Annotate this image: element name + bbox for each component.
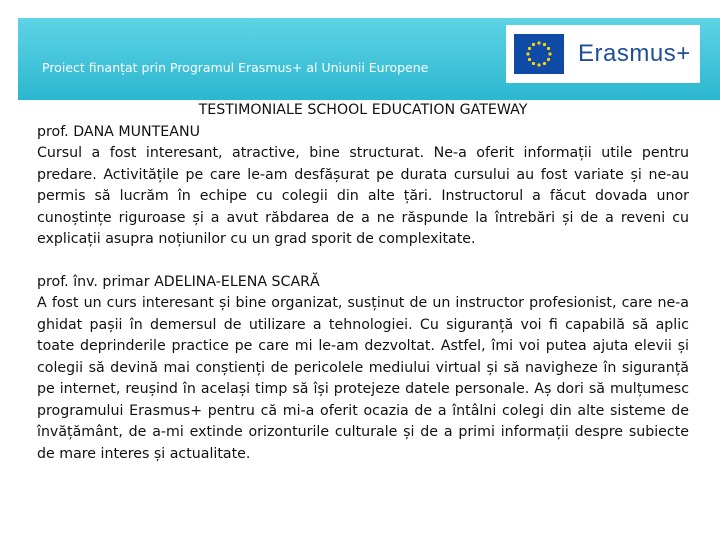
testimonial-author [37, 272, 689, 294]
document-title: TESTIMONIALE SCHOOL EDUCATION GATEWAY [198, 102, 528, 118]
funding-text: Proiect finanțat prin Programul Erasmus+ al Uniunii Europene [42, 60, 429, 75]
eu-flag-icon [514, 34, 564, 74]
testimonial-author: prof. DANA MUNTEANU [37, 123, 200, 140]
document-body [37, 100, 689, 465]
author-name: ADELINA-ELENA SCARĂ [154, 273, 320, 290]
testimonial-text: Cursul a fost interesant, atractive, bine structurat. Ne-a oferit informații utile pentru predare. Activitățile pe care le-am desfășurat pe durata cursului au fost variate și ne-au permis să lucrăm în echipe cu colegii din alte țări. Instructorul a făcut dovada unor cunoștințe riguroase și a avut răbdarea de a ne răspunde la întrebări și de a reveni cu explicații asupra noțiunilor cu un grad sporit de complexitate. [37, 145, 689, 247]
author-prefix: prof. înv. primar [37, 273, 155, 290]
testimonial-text: A fost un curs interesant și bine organizat, susținut de un instructor profesionist, care ne-a ghidat pașii în demersul de utilizare a tehnologiei. Cu siguranță voi fi capabilă să aplic toate deprinderile practice pe care mi le-am dezvoltat. Astfel, îmi voi putea ajuta elevii și colegii să devină mai conștienți de pericolele mediului virtual și să navigheze în siguranță pe internet, reușind în același timp să își protejeze datele personale. Aș dori să mulțumesc programului Erasmus+ pentru că mi-a oferit ocazia de a întâlni colegi din alte sisteme de învățământ, de a-mi extinde orizonturile culturale și de a primi informații despre subiecte de mare interes și actualitate. [37, 295, 689, 462]
erasmus-logo [506, 25, 700, 83]
top-bar [0, 0, 720, 15]
paragraph-gap [37, 251, 689, 272]
logo-wordmark: Erasmus+ [578, 40, 691, 67]
